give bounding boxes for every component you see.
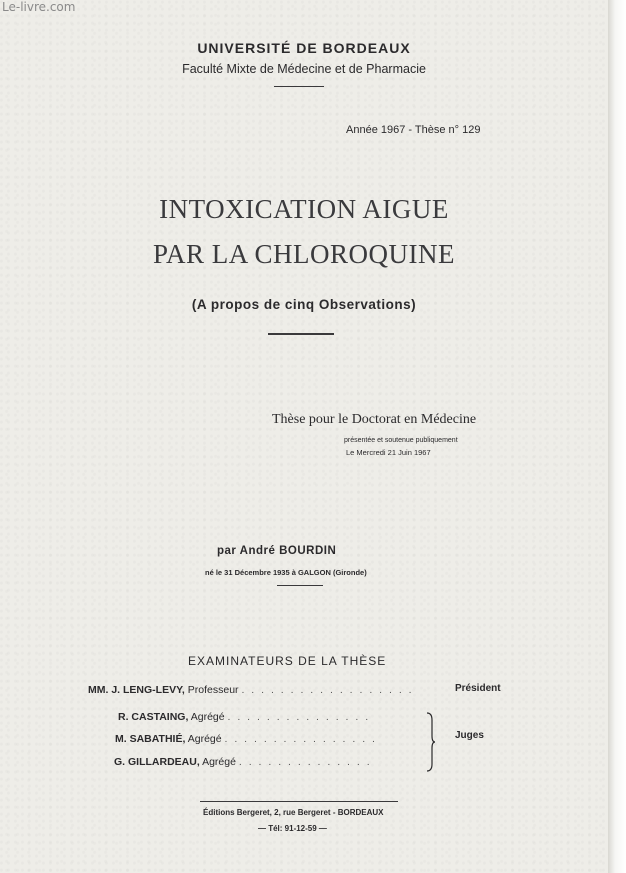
presented-line: présentée et soutenue publiquement	[344, 437, 458, 444]
title-line-2: PAR LA CHLOROQUINE	[152, 239, 456, 269]
examiner-row	[118, 711, 370, 723]
leader-dots: . . . . . . . . . . . . . . . .	[224, 733, 377, 745]
faculty-heading: Faculté Mixte de Médecine et de Pharmacie	[182, 62, 426, 76]
year-thesis-number: Année 1967 - Thèse n° 129	[346, 124, 481, 136]
author-birth: né le 31 Décembre 1935 à GALGON (Gironde)	[205, 568, 367, 577]
examiner-row	[115, 733, 377, 745]
examiner-role: Agrégé	[187, 733, 222, 745]
subtitle: (A propos de cinq Observations)	[191, 297, 417, 312]
title-divider	[268, 333, 334, 335]
author-line: par André BOURDIN	[217, 545, 337, 557]
examiner-role: Agrégé	[190, 711, 225, 723]
examiner-row	[114, 756, 372, 768]
examiners-heading: EXAMINATEURS DE LA THÈSE	[188, 654, 387, 668]
examiner-name: MM. J. LENG-LEVY,	[88, 684, 185, 696]
title-line-1: INTOXICATION AIGUE	[159, 194, 449, 224]
examiner-role: Professeur	[187, 684, 239, 696]
author-divider	[277, 585, 323, 586]
examiner-name: G. GILLARDEAU,	[114, 756, 200, 768]
thesis-line: Thèse pour le Doctorat en Médecine	[272, 412, 477, 427]
juges-label: Juges	[455, 730, 484, 741]
examiner-role: Agrégé	[202, 756, 236, 768]
watermark: Le-livre.com	[2, 0, 76, 14]
leader-dots: . . . . . . . . . . . . . .	[238, 756, 372, 768]
examiner-name: M. SABATHIÉ,	[115, 733, 186, 745]
page-edge	[608, 0, 626, 873]
examiner-row	[88, 684, 414, 696]
publisher-phone: — Tél: 91-12-59 —	[258, 824, 327, 833]
university-heading: UNIVERSITÉ DE BORDEAUX	[197, 40, 411, 56]
publisher-address: Éditions Bergeret, 2, rue Bergeret - BORDEAUX	[203, 808, 384, 817]
president-label: Président	[455, 683, 501, 694]
leader-dots: . . . . . . . . . . . . . . .	[227, 711, 371, 723]
header-divider	[274, 86, 324, 87]
examiner-name: R. CASTAING,	[118, 711, 189, 723]
defense-date: Le Mercredi 21 Juin 1967	[346, 448, 431, 457]
right-brace-icon	[426, 712, 436, 772]
leader-dots: . . . . . . . . . . . . . . . . . .	[241, 684, 414, 696]
publisher-top-rule	[200, 801, 398, 802]
